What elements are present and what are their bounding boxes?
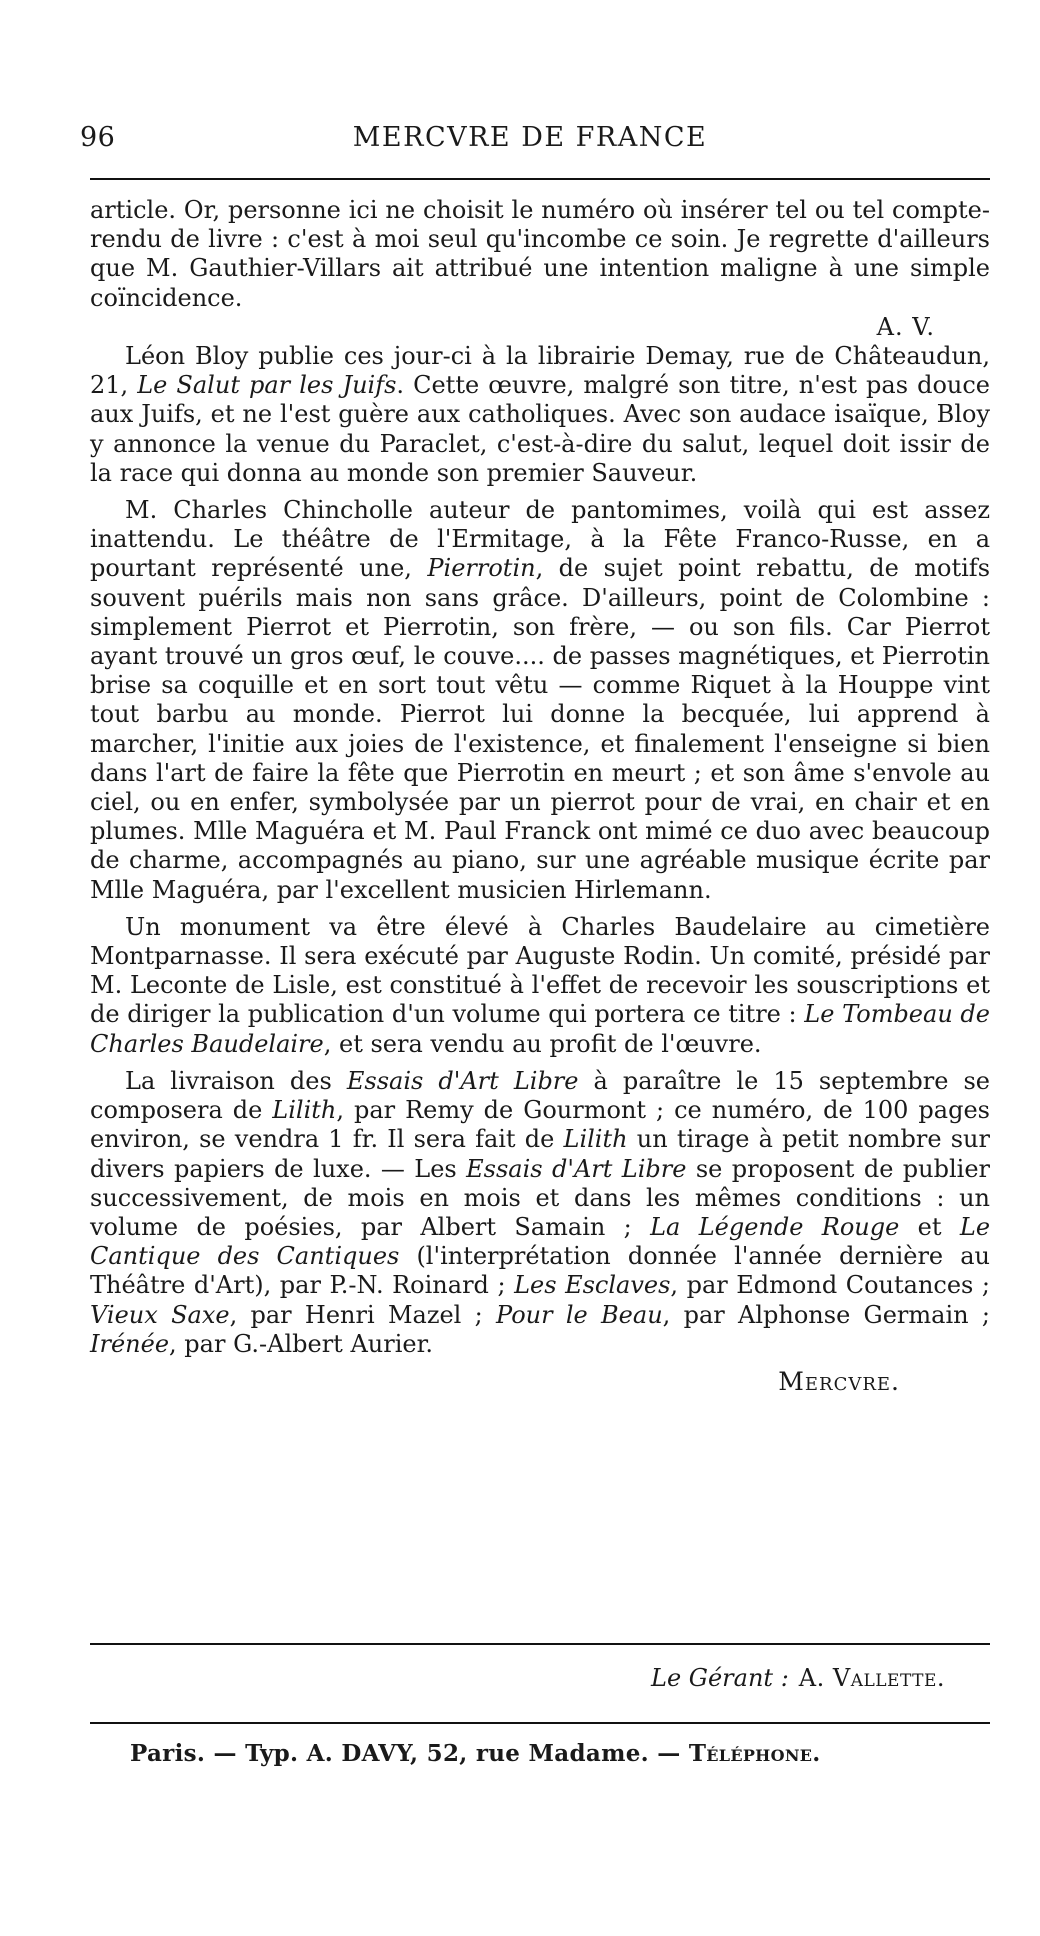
- gerant-label: Le Gérant :: [651, 1664, 789, 1692]
- signature-mercvre: Mercvre.: [778, 1366, 900, 1396]
- body-text: [90, 196, 990, 1396]
- title-legende-rouge: La Légende Rouge: [650, 1212, 900, 1241]
- title-vieux-saxe: Vieux Saxe: [90, 1300, 230, 1329]
- volume-title: Le Tombeau de Charles Baudelaire: [90, 1000, 991, 1058]
- imprint-telephone: Téléphone.: [688, 1740, 821, 1767]
- book-title: Le Salut par les Juifs: [137, 371, 397, 400]
- play-title: Pierrotin: [427, 554, 536, 583]
- header-rule: [90, 178, 990, 180]
- footer-rule-top: [90, 1643, 990, 1645]
- imprint-main: Paris. — Typ. A. DAVY, 52, rue Madame. —: [130, 1740, 689, 1767]
- title-lilith: Lilith: [272, 1096, 337, 1125]
- title-irenee: Irénée: [90, 1329, 170, 1358]
- paragraph-4: Un monument va être élevé à Charles Baudelaire au cimetière Montparnasse. Il sera exécuté par Auguste Rodin. Un comité, présidé par M. Leconte de Lisle, est constitué à l'effet de recevoir les souscriptions et de diriger la publication d'un volume qui portera ce titre : Le Tombeau de Charles Baudelaire, et sera vendu au profit de l'œuvre.: [90, 912, 991, 1058]
- gerant-name: A. Vallette.: [798, 1664, 945, 1692]
- title-essais: Essais d'Art Libre: [346, 1066, 579, 1095]
- title-esclaves: Les Esclaves: [514, 1271, 671, 1300]
- page-header: [80, 122, 980, 162]
- title-lilith: Lilith: [563, 1125, 628, 1154]
- printer-imprint: [130, 1740, 970, 1767]
- title-cantique: Le Cantique des Cantiques: [90, 1212, 991, 1271]
- paragraph-3: M. Charles Chincholle auteur de pantomimes, voilà qui est assez inattendu. Le théâtre de l'Ermitage, à la Fête Franco-Russe, en a pourtant représenté une, Pierrotin, de sujet point rebattu, de motifs souvent puérils mais non sans grâce. D'ailleurs, point de Colombine : simplement Pierrot et Pierrotin, son frère, — ou son fils. Car Pierrot ayant trouvé un gros œuf, le couve.... de passes magnétiques, et Pierrotin brise sa coquille et en sort tout vêtu — comme Riquet à la Houppe vint tout barbu au monde. Pierrot lui donne la becquée, lui apprend à marcher, l'initie aux joies de l'existence, et finalement l'enseigne si bien dans l'art de faire la fête que Pierrotin en meurt ; et son âme s'envole au ciel, ou en enfer, symbolysée par un pierrot pour de vrai, en chair et en plumes. Mlle Maguéra et M. Paul Franck ont mimé ce duo avec beaucoup de charme, accompagnés au piano, sur une agréable musique écrite par Mlle Maguéra, par l'excellent musicien Hirlemann.: [90, 496, 991, 904]
- paragraph-5: La livraison des Essais d'Art Libre à paraître le 15 septembre se composera de Lilith, par Remy de Gourmont ; ce numéro, de 100 pages environ, se vendra 1 fr. Il sera fait de Lilith un tirage à petit nombre sur divers papiers de luxe. — Les Essais d'Art Libre se proposent de publier successivement, de mois en mois et dans les mêmes conditions : un volume de poésies, par Albert Samain ; La Légende Rouge et Le Cantique des Cantiques (l'interprétation donnée l'année dernière au Théâtre d'Art), par P.-N. Roinard ; Les Esclaves, par Edmond Coutances ; Vieux Saxe, par Henri Mazel ; Pour le Beau, par Alphonse Germain ; Irénée, par G.-Albert Aurier.: [90, 1066, 991, 1358]
- signature-av: A. V.: [876, 312, 935, 341]
- page-number: 96: [80, 122, 116, 153]
- title-pour-le-beau: Pour le Beau: [496, 1300, 663, 1329]
- title-essais: Essais d'Art Libre: [466, 1154, 687, 1183]
- footer-rule-bottom: [90, 1722, 990, 1724]
- running-head: MERCVRE DE FRANCE: [352, 122, 708, 153]
- paragraph-2: Léon Bloy publie ces jour-ci à la librairie Demay, rue de Châteaudun, 21, Le Salut par les Juifs. Cette œuvre, malgré son titre, n'est pas douce aux Juifs, et ne l'est guère aux catholiques. Avec son audace isaïque, Bloy y annonce la venue du Paraclet, c'est-à-dire du salut, lequel doit issir de la race qui donna au monde son premier Sauveur.: [90, 342, 990, 487]
- gerant-line: [651, 1664, 945, 1692]
- paragraph-1: article. Or, personne ici ne choisit le numéro où insérer tel ou tel compte-rendu de livre : c'est à moi seul qu'incombe ce soin. Je regrette d'ailleurs que M. Gauthier-Villars ait attribué une intention maligne à une simple coïncidence.: [90, 196, 990, 312]
